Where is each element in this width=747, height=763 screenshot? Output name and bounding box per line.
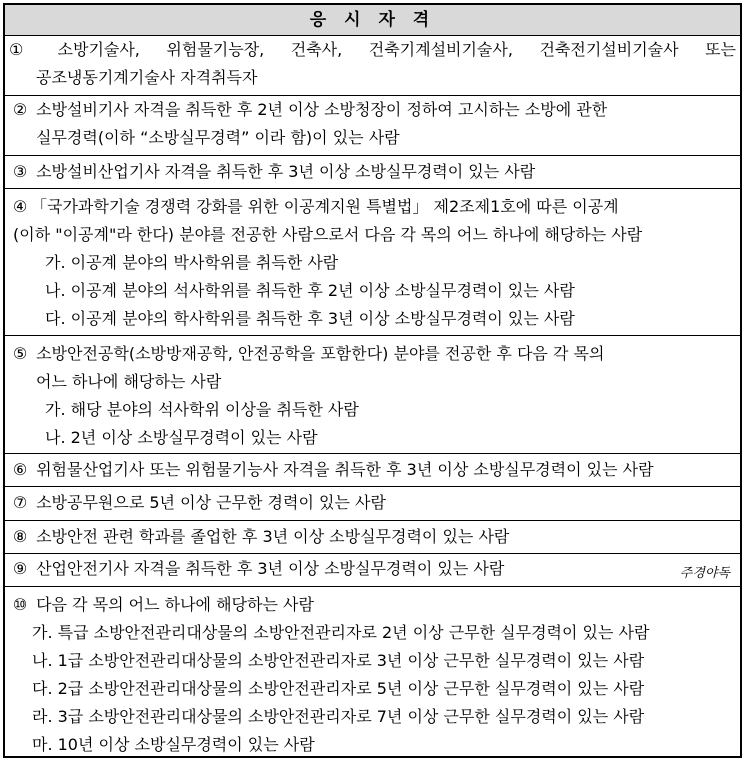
- item-number: ⑥: [12, 460, 28, 479]
- sub-item: 나. 2년 이상 소방실무경력이 있는 사람: [45, 428, 318, 447]
- sub-item: 나. 1급 소방안전관리대상물의 소방안전관리자로 3년 이상 근무한 실무경력이 있는 사람: [32, 651, 645, 670]
- item-number: ⑨: [12, 559, 28, 578]
- sub-item: 다. 이공계 분야의 학사학위를 취득한 후 3년 이상 소방실무경력이 있는 사람: [45, 309, 575, 328]
- sub-item: 나. 이공계 분야의 석사학위를 취득한 후 2년 이상 소방실무경력이 있는 사람: [45, 281, 575, 300]
- item-text-line: 위험물산업기사 또는 위험물기능사 자격을 취득한 후 3년 이상 소방실무경력이 있는 사람: [36, 460, 654, 479]
- item-number: ⑧: [12, 527, 28, 546]
- item-text-line: 다음 각 목의 어느 하나에 해당하는 사람: [36, 595, 314, 614]
- sub-item: 가. 이공계 분야의 박사학위를 취득한 사람: [45, 253, 339, 272]
- item-number: ①: [9, 40, 24, 59]
- qualification-item-9: [5, 554, 740, 587]
- item-number: ⑦: [12, 493, 28, 512]
- item-text-line: 실무경력(이하 “소방실무경력” 이라 함)이 있는 사람: [36, 128, 400, 147]
- qualification-item-6: [5, 454, 740, 487]
- item-text-line: 소방설비산업기사 자격을 취득한 후 3년 이상 소방실무경력이 있는 사람: [36, 162, 536, 181]
- item-number: ③: [12, 162, 28, 181]
- sub-item: 가. 해당 분야의 석사학위 이상을 취득한 사람: [45, 400, 359, 419]
- item-text-line: 「국가과학기술 경쟁력 강화를 위한 이공계지원 특별법」 제2조제1호에 따른 이공계: [31, 197, 619, 216]
- qualification-table: [3, 3, 742, 758]
- item-text-line: 어느 하나에 해당하는 사람: [36, 372, 222, 391]
- item-text-line: (이하 "이공계"라 한다) 분야를 전공한 사람으로서 다음 각 목의 어느 하나에 해당하는 사람: [13, 225, 643, 244]
- qualification-item-3: [5, 156, 740, 189]
- item-text-line: 산업안전기사 자격을 취득한 후 3년 이상 소방실무경력이 있는 사람: [36, 559, 505, 578]
- sub-item: 가. 특급 소방안전관리대상물의 소방안전관리자로 2년 이상 근무한 실무경력이 있는 사람: [32, 623, 650, 642]
- qualification-item-4: [5, 189, 740, 336]
- sub-item: 다. 2급 소방안전관리대상물의 소방안전관리자로 5년 이상 근무한 실무경력이 있는 사람: [32, 679, 645, 698]
- item-text-line: 소방기술사, 위험물기능장, 건축사, 건축기계설비기술사, 건축전기설비기술사 또는: [57, 40, 736, 59]
- qualification-item-5: [5, 336, 740, 454]
- qualification-item-10: [5, 587, 740, 757]
- item-text-line: 소방안전 관련 학과를 졸업한 후 3년 이상 소방실무경력이 있는 사람: [36, 527, 510, 546]
- item-text-line: 소방안전공학(소방방재공학, 안전공학을 포함한다) 분야를 전공한 후 다음 각 목의: [36, 344, 605, 363]
- item-text-line: 공조냉동기계기술사 자격취득자: [36, 68, 258, 87]
- watermark-stamp: 주경야독: [679, 566, 730, 581]
- qualification-item-7: [5, 487, 740, 521]
- item-number: ④: [12, 197, 28, 216]
- qualification-item-8: [5, 521, 740, 554]
- sub-item: 라. 3급 소방안전관리대상물의 소방안전관리자로 7년 이상 근무한 실무경력이 있는 사람: [32, 707, 645, 726]
- sub-item: 마. 10년 이상 소방실무경력이 있는 사람: [32, 735, 315, 754]
- qualification-item-2: [5, 96, 740, 156]
- item-number: ⑤: [12, 344, 28, 363]
- item-number: ⑩: [12, 595, 28, 614]
- item-text-line: 소방공무원으로 5년 이상 근무한 경력이 있는 사람: [36, 493, 386, 512]
- item-text-line: 소방설비기사 자격을 취득한 후 2년 이상 소방청장이 정하여 고시하는 소방에 관한: [36, 100, 608, 119]
- qualification-item-1: [5, 36, 740, 96]
- table-header: 응 시 자 격: [5, 5, 740, 36]
- item-number: ②: [12, 100, 28, 119]
